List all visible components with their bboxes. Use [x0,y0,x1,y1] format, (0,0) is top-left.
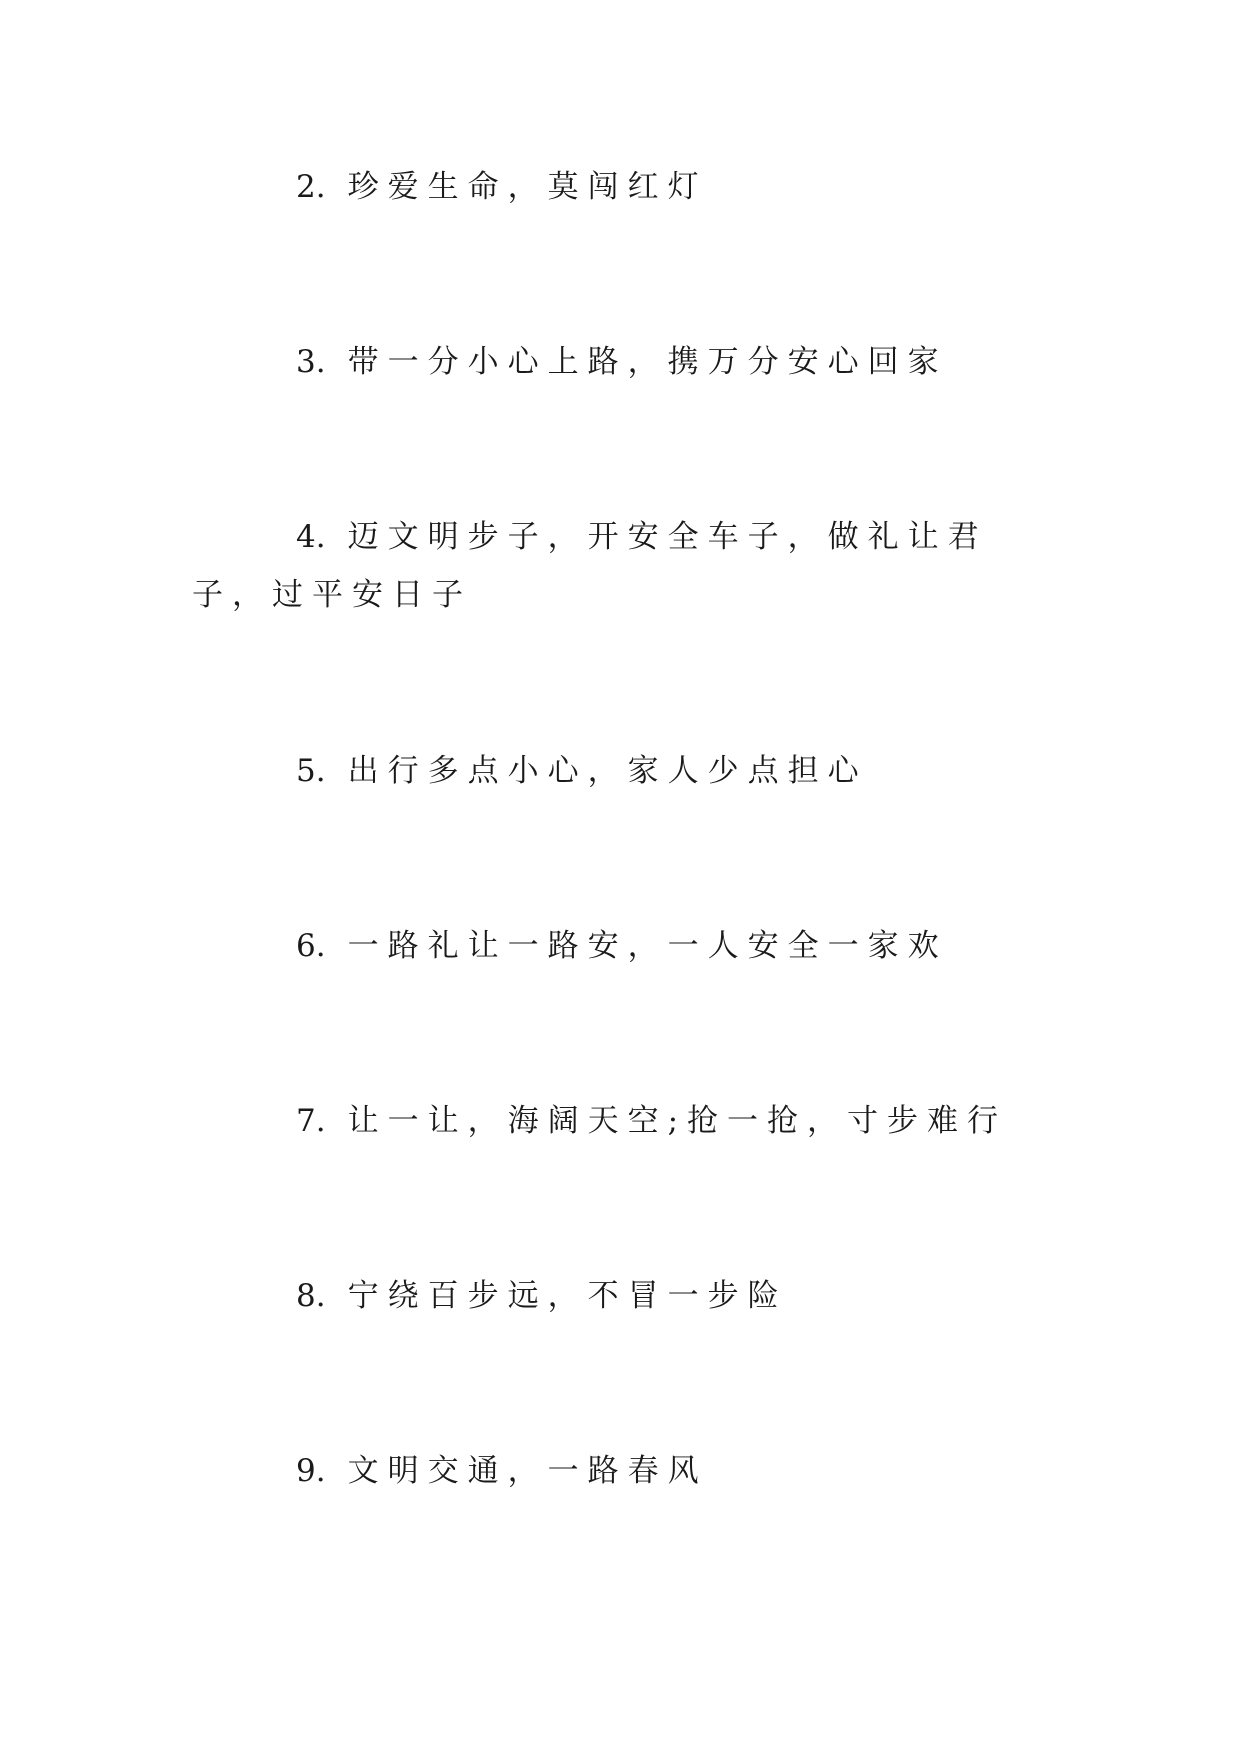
item-number: 7. [296,1103,326,1139]
item-number: 2. [296,169,326,205]
list-item [192,742,1052,800]
item-text: 珍爱生命，莫闯红灯 [347,169,708,205]
item-number: 6. [296,928,326,964]
item-number: 5. [296,753,326,789]
item-text: 出行多点小心，家人少点担心 [347,753,868,789]
list-item [192,1442,1052,1500]
item-number: 8. [296,1278,326,1314]
list-item [192,508,1052,624]
list-item [192,917,1052,975]
item-number: 9. [296,1453,326,1489]
list-item [192,1267,1052,1325]
item-text: 一路礼让一路安，一人安全一家欢 [347,928,948,964]
item-text: 带一分小心上路，携万分安心回家 [347,344,948,380]
item-text: 迈文明步子，开安全车子，做礼让君子，过平安日子 [192,519,988,613]
item-text: 让一让，海阔天空;抢一抢，寸步难行 [347,1103,1008,1139]
list-item [192,158,1052,216]
list-item [192,333,1052,391]
item-text: 文明交通，一路春风 [347,1453,708,1489]
item-number: 4. [296,519,326,555]
item-text: 宁绕百步远，不冒一步险 [347,1278,788,1314]
list-item [192,1092,1052,1150]
item-number: 3. [296,344,326,380]
